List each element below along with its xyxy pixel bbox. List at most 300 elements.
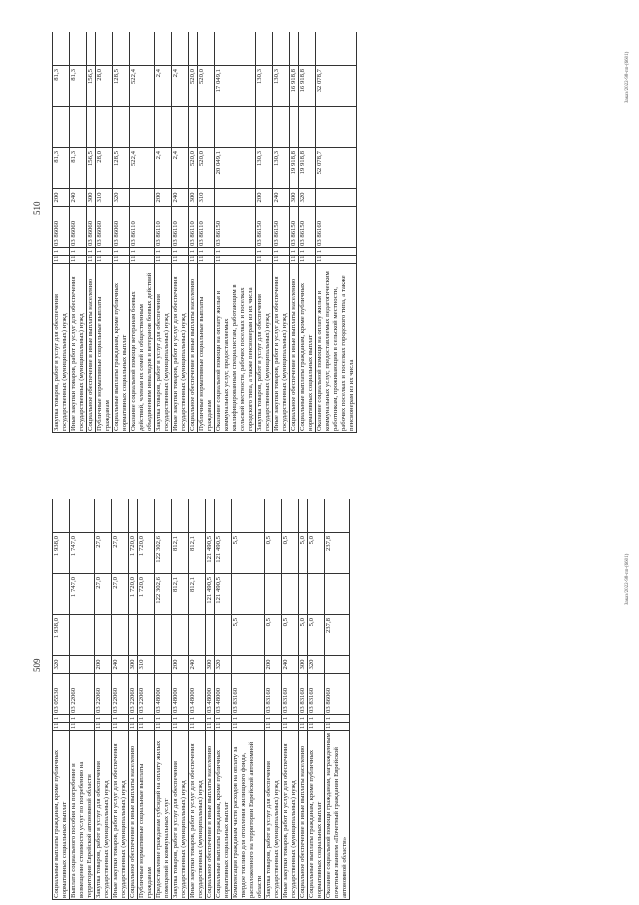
table-row	[130, 32, 155, 432]
budget-table-left	[52, 499, 350, 900]
row-amount-1: 19 918,8	[299, 147, 315, 188]
row-target-article: 03 86110	[130, 206, 154, 247]
row-expense-type	[70, 655, 94, 673]
row-subsection: 1	[113, 247, 129, 255]
row-expense-type	[325, 655, 349, 673]
row-section: 11	[96, 255, 112, 263]
row-expense-type: 240	[282, 655, 298, 673]
row-subsection: 1	[316, 247, 356, 255]
row-section: 11	[299, 255, 315, 263]
row-amount-1: 81,3	[53, 147, 69, 188]
row-amount-3: 121 490,5	[206, 532, 214, 573]
row-amount-3: 812,1	[172, 532, 188, 573]
row-expense-type	[215, 188, 255, 206]
row-amount-3: 130,3	[256, 65, 272, 106]
row-amount-3: 5,0	[308, 532, 324, 573]
row-subsection: 1	[265, 714, 281, 722]
row-name: Закупка товаров, работ и услуг для обеспечения государственных (муниципальных) нужд	[256, 263, 272, 432]
row-section: 11	[325, 722, 349, 730]
row-amount-3: 32 078,7	[316, 65, 356, 106]
row-expense-type: 310	[96, 188, 112, 206]
row-subsection: 1	[189, 714, 205, 722]
row-expense-type: 310	[138, 655, 154, 673]
row-amount-1	[215, 614, 231, 655]
row-amount-1	[189, 614, 205, 655]
table-row	[299, 499, 308, 899]
row-expense-type: 200	[95, 655, 111, 673]
table-row	[96, 32, 113, 432]
row-amount-2: 27,0	[95, 573, 111, 614]
row-target-article: 03 83160	[308, 673, 324, 714]
row-amount-3: 128,5	[113, 65, 129, 106]
table-row	[155, 32, 172, 432]
row-amount-1: 5,5	[232, 614, 264, 655]
row-amount-1	[95, 614, 111, 655]
row-amount-1: 0,5	[265, 614, 281, 655]
row-expense-type	[232, 655, 264, 673]
row-name: Закупка товаров, работ и услуг для обеспечения государственных (муниципальных) нужд	[265, 730, 281, 899]
row-subsection: 1	[130, 247, 154, 255]
row-name: Компенсация гражданам части расходов на оплату за твердое топливо для отопления жилищного фонда, расположенного на территории Еврейской автономной области	[232, 730, 264, 899]
row-subsection: 1	[172, 247, 188, 255]
page-number-left: 509	[32, 658, 42, 672]
row-name: Социальное обеспечение и иные выплаты населению	[206, 730, 214, 899]
row-amount-3: 0,5	[282, 532, 298, 573]
row-name: Социальные выплаты гражданам, кроме публичных нормативных социальных выплат	[113, 263, 129, 432]
row-amount-3: 1 720,0	[138, 532, 154, 573]
table-row	[138, 499, 155, 899]
row-name: Социальные выплаты гражданам, кроме публичных нормативных социальных выплат	[53, 730, 69, 899]
table-row	[172, 32, 189, 432]
row-amount-2	[215, 106, 255, 147]
row-subsection: 1	[198, 247, 214, 255]
row-expense-type: 240	[273, 188, 289, 206]
row-amount-3: 156,5	[87, 65, 95, 106]
row-amount-1: 128,5	[113, 147, 129, 188]
footer-left: Заказ/2022-98-пп-(6601)	[625, 553, 630, 605]
row-target-article: 03 83160	[232, 673, 264, 714]
row-amount-3: 27,0	[112, 532, 128, 573]
row-subsection: 1	[215, 714, 231, 722]
row-name: Предоставление гражданам субсидий на оплату жилых помещений и коммунальных услуг	[155, 730, 171, 899]
row-amount-2	[155, 106, 171, 147]
row-amount-1: 5,0	[308, 614, 324, 655]
row-amount-2: 1 720,0	[129, 573, 137, 614]
row-amount-1: 2,4	[172, 147, 188, 188]
row-amount-1	[70, 614, 94, 655]
row-section: 11	[215, 255, 255, 263]
row-name: Социальное обеспечение и иные выплаты населению	[299, 730, 307, 899]
row-section: 11	[308, 722, 324, 730]
row-amount-3: 130,3	[273, 65, 289, 106]
row-target-article: 03 86110	[189, 206, 197, 247]
row-expense-type: 200	[53, 188, 69, 206]
row-target-article: 03 22060	[138, 673, 154, 714]
row-subsection: 1	[206, 714, 214, 722]
row-amount-3: 122 302,6	[155, 532, 171, 573]
row-section: 11	[189, 722, 205, 730]
row-expense-type: 320	[53, 655, 69, 673]
table-row	[282, 499, 299, 899]
row-name: Социальные выплаты гражданам, кроме публичных нормативных социальных выплат	[215, 730, 231, 899]
row-expense-type: 320	[299, 188, 315, 206]
budget-table-right	[52, 32, 357, 433]
row-expense-type: 320	[308, 655, 324, 673]
row-amount-3: 28,0	[96, 65, 112, 106]
row-section: 11	[215, 722, 231, 730]
table-row	[95, 499, 112, 899]
row-name: Иные закупки товаров, работ и услуг для обеспечения государственных (муниципальных) нужд	[172, 263, 188, 432]
row-amount-2	[53, 106, 69, 147]
row-expense-type	[316, 188, 356, 206]
row-subsection: 1	[299, 247, 315, 255]
row-section: 11	[172, 255, 188, 263]
row-amount-1	[129, 614, 137, 655]
row-target-article: 03 48000	[215, 673, 231, 714]
row-amount-2: 812,1	[172, 573, 188, 614]
row-expense-type: 300	[87, 188, 95, 206]
row-subsection: 1	[70, 247, 86, 255]
row-expense-type: 300	[206, 655, 214, 673]
row-name: Иные закупки товаров, работ и услуг для обеспечения государственных (муниципальных) нужд	[273, 263, 289, 432]
row-amount-2	[273, 106, 289, 147]
table-row	[155, 499, 172, 899]
table-row	[189, 32, 198, 432]
row-section: 11	[129, 722, 136, 729]
row-target-article: 03 48000	[155, 673, 171, 714]
row-target-article: 03 86160	[316, 206, 356, 247]
row-amount-2: 122 302,6	[155, 573, 171, 614]
row-name: Закупка товаров, работ и услуг для обеспечения государственных (муниципальных) нужд	[155, 263, 171, 432]
row-target-article: 03 86150	[215, 206, 255, 247]
row-name: Выплата социального пособия на погребение и возмещение стоимости услуг по погребению на территории Еврейской автономной области	[70, 730, 94, 899]
row-target-article: 03 48000	[206, 673, 214, 714]
row-expense-type: 200	[265, 655, 281, 673]
table-row	[265, 499, 282, 899]
row-subsection: 1	[53, 714, 69, 722]
row-subsection: 1	[189, 247, 197, 255]
row-amount-3: 2,4	[172, 65, 188, 106]
row-target-article: 03 05530	[53, 673, 69, 714]
row-name: Закупка товаров, работ и услуг для обеспечения государственных (муниципальных) нужд	[172, 730, 188, 899]
row-amount-1	[206, 614, 214, 655]
row-section: 11	[53, 255, 69, 263]
row-amount-1: 520,0	[189, 147, 197, 188]
row-expense-type: 320	[215, 655, 231, 673]
table-row	[87, 32, 96, 432]
row-subsection: 1	[129, 714, 137, 722]
row-amount-3: 27,0	[95, 532, 111, 573]
row-amount-3: 237,8	[325, 532, 349, 573]
row-amount-2	[299, 106, 315, 147]
row-expense-type: 310	[198, 188, 214, 206]
row-subsection: 1	[256, 247, 272, 255]
row-amount-2	[299, 573, 307, 614]
row-target-article: 03 86150	[273, 206, 289, 247]
row-subsection: 1	[325, 714, 349, 722]
table-row	[316, 32, 357, 432]
table-row	[299, 32, 316, 432]
row-expense-type: 240	[172, 188, 188, 206]
row-amount-3: 81,3	[70, 65, 86, 106]
row-amount-2: 1 747,0	[70, 573, 94, 614]
row-amount-1: 522,4	[130, 147, 154, 188]
row-amount-2	[70, 106, 86, 147]
row-amount-3: 2,4	[155, 65, 171, 106]
row-amount-1: 130,3	[273, 147, 289, 188]
row-amount-3: 17 049,1	[215, 65, 255, 106]
row-amount-2	[172, 106, 188, 147]
row-expense-type: 240	[112, 655, 128, 673]
row-subsection: 1	[53, 247, 69, 255]
row-expense-type: 200	[256, 188, 272, 206]
row-section: 11	[155, 722, 171, 730]
row-amount-3: 0,5	[265, 532, 281, 573]
row-section: 11	[206, 722, 213, 729]
row-subsection: 1	[215, 247, 255, 255]
row-section: 11	[273, 255, 289, 263]
row-target-article: 03 83160	[282, 673, 298, 714]
row-subsection: 1	[282, 714, 298, 722]
row-target-article: 03 22060	[95, 673, 111, 714]
row-amount-2	[265, 573, 281, 614]
footer-right: Заказ/2022-98-пп-(6601)	[625, 51, 630, 103]
table-row	[70, 32, 87, 432]
row-amount-3: 121 490,5	[215, 532, 231, 573]
row-amount-3: 16 918,8	[290, 65, 298, 106]
row-expense-type: 240	[189, 655, 205, 673]
row-name: Социальные выплаты гражданам, кроме публичных нормативных социальных выплат	[299, 263, 315, 432]
row-section: 11	[155, 255, 171, 263]
row-amount-1: 520,0	[198, 147, 214, 188]
row-name: Закупка товаров, работ и услуг для обеспечения государственных (муниципальных) нужд	[53, 263, 69, 432]
row-subsection: 1	[95, 714, 111, 722]
row-section: 11	[95, 722, 111, 730]
table-row	[198, 32, 215, 432]
row-amount-2	[96, 106, 112, 147]
table-row	[290, 32, 299, 432]
row-name: Иные закупки товаров, работ и услуг для обеспечения государственных (муниципальных) нужд	[112, 730, 128, 899]
row-amount-2	[256, 106, 272, 147]
row-section: 11	[70, 722, 94, 730]
page-number-right: 510	[32, 201, 42, 215]
row-section: 11	[290, 255, 297, 262]
row-section: 11	[130, 255, 154, 263]
row-amount-2: 27,0	[112, 573, 128, 614]
row-amount-1: 52 078,7	[316, 147, 356, 188]
row-subsection: 1	[155, 714, 171, 722]
row-expense-type: 300	[299, 655, 307, 673]
row-amount-1: 19 918,8	[290, 147, 298, 188]
row-target-article: 03 22060	[129, 673, 137, 714]
row-amount-3: 1 720,0	[129, 532, 137, 573]
row-amount-1: 20 049,1	[215, 147, 255, 188]
row-section: 11	[282, 722, 298, 730]
row-target-article: 03 83160	[265, 673, 281, 714]
row-amount-2: 1 720,0	[138, 573, 154, 614]
table-row	[308, 499, 325, 899]
row-expense-type	[130, 188, 154, 206]
row-target-article: 03 48000	[189, 673, 205, 714]
row-amount-2	[53, 573, 69, 614]
row-name: Социальное обеспечение и иные выплаты населению	[129, 730, 137, 899]
row-target-article: 03 86060	[70, 206, 86, 247]
row-subsection: 1	[290, 247, 298, 255]
row-amount-2	[130, 106, 154, 147]
row-amount-3: 1 747,0	[70, 532, 94, 573]
row-amount-1: 2,4	[155, 147, 171, 188]
row-target-article: 03 83160	[299, 673, 307, 714]
table-row	[53, 499, 70, 899]
row-target-article: 03 86060	[96, 206, 112, 247]
row-subsection: 1	[232, 714, 264, 722]
row-amount-3: 5,0	[299, 532, 307, 573]
table-row	[70, 499, 95, 899]
row-amount-1	[138, 614, 154, 655]
row-section: 11	[112, 722, 128, 730]
row-expense-type: 200	[155, 188, 171, 206]
row-amount-1: 130,3	[256, 147, 272, 188]
row-section: 11	[87, 255, 94, 262]
table-row	[189, 499, 206, 899]
row-amount-2	[87, 106, 95, 147]
row-amount-1: 81,3	[70, 147, 86, 188]
row-section: 11	[113, 255, 129, 263]
table-row	[215, 499, 232, 899]
table-row	[273, 32, 290, 432]
row-name: Публичные нормативные социальные выплаты гражданам	[96, 263, 112, 432]
row-amount-1: 5,0	[299, 614, 307, 655]
table-row	[256, 32, 273, 432]
row-section: 11	[70, 255, 86, 263]
row-section: 11	[256, 255, 272, 263]
row-section: 11	[232, 722, 264, 730]
row-subsection: 1	[308, 714, 324, 722]
row-expense-type	[155, 655, 171, 673]
row-subsection: 1	[273, 247, 289, 255]
row-amount-3: 522,4	[130, 65, 154, 106]
row-name: Закупка товаров, работ и услуг для обеспечения государственных (муниципальных) нужд	[95, 730, 111, 899]
row-amount-1: 28,0	[96, 147, 112, 188]
row-amount-2	[325, 573, 349, 614]
row-amount-2	[282, 573, 298, 614]
row-section: 11	[53, 722, 69, 730]
row-expense-type: 240	[70, 188, 86, 206]
row-name: Иные закупки товаров, работ и услуг для обеспечения государственных (муниципальных) нужд	[70, 263, 86, 432]
row-target-article: 03 86060	[87, 206, 95, 247]
row-subsection: 1	[87, 247, 95, 255]
row-expense-type: 300	[290, 188, 298, 206]
row-amount-2: 121 490,5	[215, 573, 231, 614]
row-amount-2	[113, 106, 129, 147]
row-expense-type: 300	[189, 188, 197, 206]
row-target-article: 03 86060	[113, 206, 129, 247]
row-amount-1: 156,5	[87, 147, 95, 188]
row-name: Иные закупки товаров, работ и услуг для обеспечения государственных (муниципальных) нужд	[282, 730, 298, 899]
row-subsection: 1	[138, 714, 154, 722]
table-row	[215, 32, 256, 432]
row-amount-2	[290, 106, 298, 147]
row-amount-1: 0,5	[282, 614, 298, 655]
row-amount-2: 121 490,5	[206, 573, 214, 614]
row-name: Оказание социальной помощи на оплату жилья и коммунальных услуг, предоставляемых квалифицированным специалистам, работающим в сельской местности, рабочих поселках и поселках городского типа, а также пенсионерам из их числа	[215, 263, 255, 432]
row-amount-1: 1 938,0	[53, 614, 69, 655]
row-name: Оказание социальной помощи на оплату жилья и коммунальных услуг, предоставляемых педагогическим работникам, проживающим в сельской местности, рабочих поселках и поселках городского типа, а также пенсионерам из их числа	[316, 263, 356, 432]
table-row	[129, 499, 138, 899]
row-target-article: 03 86150	[290, 206, 298, 247]
row-name: Оказание социальной помощи гражданам, награжденным почетным званием «Почетный гражданин Еврейской автономной области»	[325, 730, 349, 899]
row-amount-2	[189, 106, 197, 147]
row-target-article: 03 86060	[53, 206, 69, 247]
row-section: 11	[172, 722, 188, 730]
row-amount-2	[232, 573, 264, 614]
row-name: Публичные нормативные социальные выплаты гражданам	[198, 263, 214, 432]
row-target-article: 03 86060	[325, 673, 349, 714]
row-subsection: 1	[112, 714, 128, 722]
table-row	[325, 499, 350, 899]
table-row	[206, 499, 215, 899]
row-expense-type: 320	[113, 188, 129, 206]
row-target-article: 03 86150	[299, 206, 315, 247]
row-amount-3: 16 918,8	[299, 65, 315, 106]
row-amount-1	[172, 614, 188, 655]
row-amount-3: 520,0	[189, 65, 197, 106]
row-section: 11	[138, 722, 154, 730]
row-target-article: 03 22060	[70, 673, 94, 714]
row-amount-2	[316, 106, 356, 147]
row-target-article: 03 86110	[172, 206, 188, 247]
row-subsection: 1	[299, 714, 307, 722]
row-expense-type: 200	[172, 655, 188, 673]
row-name: Оказание социальной помощи ветеранам боевых действий, членам их семей и общественным объединениям инвалидов и ветеранов боевых действий	[130, 263, 154, 432]
row-target-article: 03 48000	[172, 673, 188, 714]
row-amount-3: 1 938,0	[53, 532, 69, 573]
row-section: 11	[299, 722, 306, 729]
row-target-article: 03 86150	[256, 206, 272, 247]
table-row	[53, 32, 70, 432]
row-section: 11	[316, 255, 356, 263]
row-subsection: 1	[155, 247, 171, 255]
row-amount-3: 520,0	[198, 65, 214, 106]
row-amount-3: 812,1	[189, 532, 205, 573]
row-section: 11	[198, 255, 214, 263]
row-amount-2	[198, 106, 214, 147]
row-subsection: 1	[172, 714, 188, 722]
row-section: 11	[265, 722, 281, 730]
row-amount-3: 5,5	[232, 532, 264, 573]
row-subsection: 1	[70, 714, 94, 722]
row-name: Публичные нормативные социальные выплаты гражданам	[138, 730, 154, 899]
row-amount-1: 237,8	[325, 614, 349, 655]
row-subsection: 1	[96, 247, 112, 255]
row-name: Социальные выплаты гражданам, кроме публичных нормативных социальных выплат	[308, 730, 324, 899]
row-name: Социальное обеспечение и иные выплаты населению	[189, 263, 197, 432]
table-row	[232, 499, 265, 899]
table-row	[113, 32, 130, 432]
row-target-article: 03 22060	[112, 673, 128, 714]
row-amount-3: 81,3	[53, 65, 69, 106]
row-name: Социальное обеспечение и иные выплаты населению	[87, 263, 95, 432]
row-target-article: 03 86110	[155, 206, 171, 247]
row-expense-type: 300	[129, 655, 137, 673]
row-name: Социальное обеспечение и иные выплаты населению	[290, 263, 298, 432]
row-section: 11	[189, 255, 196, 262]
row-target-article: 03 86110	[198, 206, 214, 247]
row-name: Иные закупки товаров, работ и услуг для обеспечения государственных (муниципальных) нужд	[189, 730, 205, 899]
row-amount-2: 812,1	[189, 573, 205, 614]
table-row	[112, 499, 129, 899]
row-amount-1	[112, 614, 128, 655]
